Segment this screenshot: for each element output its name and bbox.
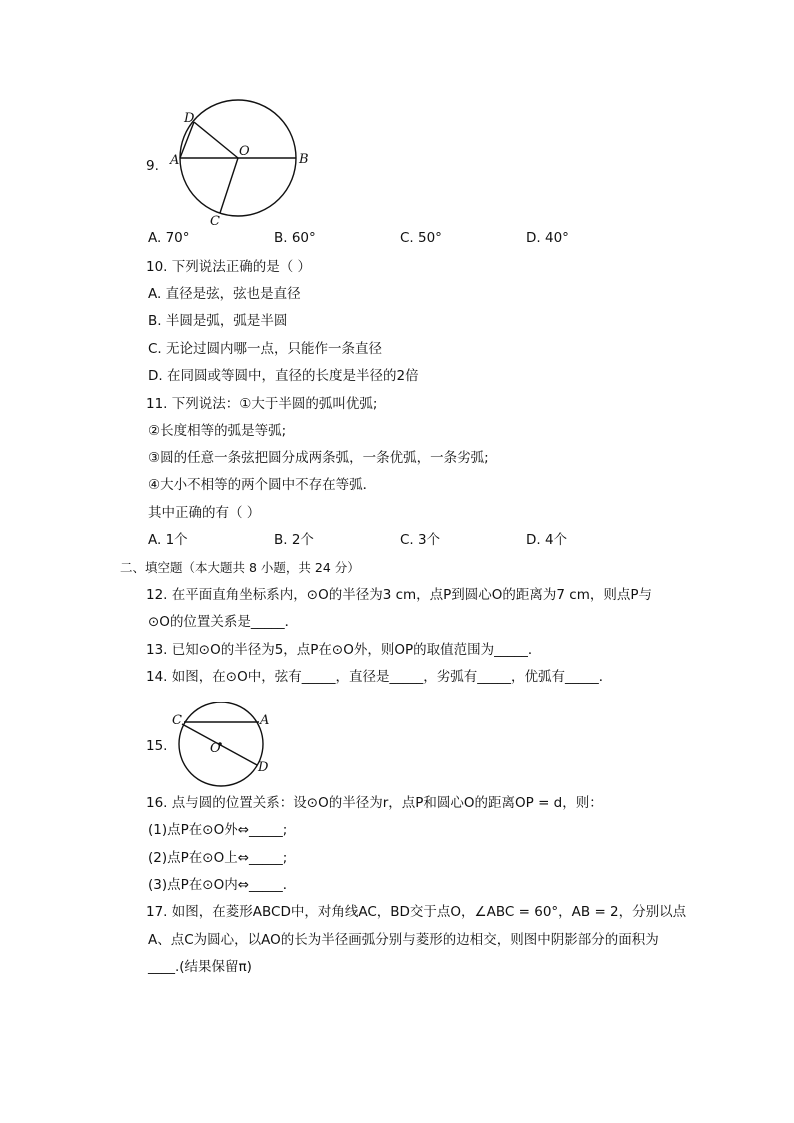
q17-line-3: ____.(结果保留π)	[148, 959, 252, 975]
q11-option-d: D. 4个	[526, 532, 568, 548]
q11-statement-2: ②长度相等的弧是等弧;	[148, 423, 287, 439]
q9-label-a: A	[170, 153, 180, 168]
q9-option-c: C. 50°	[400, 230, 442, 246]
q11-statement-3: ③圆的任意一条弦把圆分成两条弧，一条优弧，一条劣弧;	[148, 450, 489, 466]
q11-question: 其中正确的有（ ）	[148, 505, 261, 521]
q10-stem: 10. 下列说法正确的是（ ）	[146, 259, 312, 275]
q9-option-b: B. 60°	[274, 230, 316, 246]
q9-label-o: O	[239, 144, 250, 159]
q15-label-d: D	[258, 760, 269, 775]
q16-stem: 16. 点与圆的位置关系：设⊙O的半径为r，点P和圆心O的距离OP = d，则：	[146, 795, 603, 811]
q9-label-c: C	[210, 214, 220, 228]
q15-label-a: A	[260, 713, 270, 728]
q15-number: 15.	[146, 738, 168, 754]
q9-option-a: A. 70°	[148, 230, 190, 246]
q16-case-1: (1)点P在⊙O外⇔_____;	[148, 822, 288, 838]
q17-line-2: A、点C为圆心，以AO的长为半径画弧分别与菱形的边相交，则图中阴影部分的面积为	[148, 932, 659, 948]
q9-label-d: D	[184, 111, 195, 126]
q11-option-c: C. 3个	[400, 532, 441, 548]
q14-text: 14. 如图，在⊙O中，弦有_____，直径是_____，劣弧有_____，优弧有_____．	[146, 669, 613, 685]
q12-line-1: 12. 在平面直角坐标系内，⊙O的半径为3 cm，点P到圆心O的距离为7 cm，则点P与	[146, 587, 653, 603]
q10-option-b: B. 半圆是弧，弧是半圆	[148, 313, 288, 329]
q15-label-o: O	[210, 741, 221, 756]
q9-number: 9.	[146, 158, 159, 174]
q15-circle-figure	[168, 702, 280, 788]
q11-stem: 11. 下列说法：①大于半圆的弧叫优弧;	[146, 396, 378, 412]
q12-line-2: ⊙O的位置关系是_____．	[148, 614, 299, 630]
q16-case-2: (2)点P在⊙O上⇔_____;	[148, 850, 288, 866]
q11-statement-4: ④大小不相等的两个圆中不存在等弧．	[148, 477, 377, 493]
q9-label-b: B	[299, 152, 309, 167]
q10-option-c: C. 无论过圆内哪一点，只能作一条直径	[148, 341, 383, 357]
q11-option-b: B. 2个	[274, 532, 314, 548]
q16-case-3: (3)点P在⊙O内⇔_____．	[148, 877, 297, 893]
q17-line-1: 17. 如图，在菱形ABCD中，对角线AC，BD交于点O，∠ABC = 60°，AB = 2，分别以点	[146, 904, 687, 920]
q10-option-a: A. 直径是弦，弦也是直径	[148, 286, 301, 302]
q11-option-a: A. 1个	[148, 532, 188, 548]
section-2-title: 二、填空题（本大题共 8 小题，共 24 分）	[120, 560, 360, 575]
q15-label-c: C	[172, 713, 182, 728]
q9-option-d: D. 40°	[526, 230, 569, 246]
q10-option-d: D. 在同圆或等圆中，直径的长度是半径的2倍	[148, 368, 419, 384]
q9-circle-figure	[168, 96, 318, 228]
q13-text: 13. 已知⊙O的半径为5，点P在⊙O外，则OP的取值范围为_____．	[146, 642, 542, 658]
